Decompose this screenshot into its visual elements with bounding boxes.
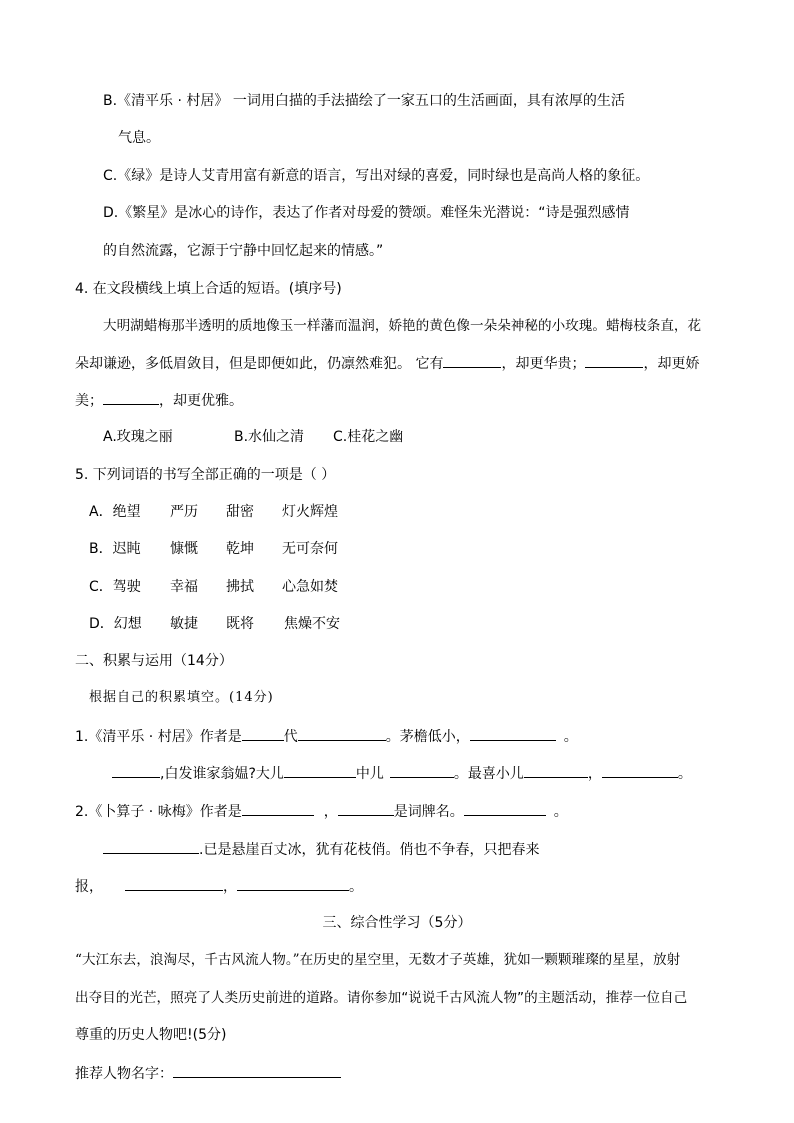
q4-text: ，却更优雅。 xyxy=(159,393,243,409)
q4-title: 4. 在文段横线上填上合适的短语。(填序号) xyxy=(75,281,342,297)
q5-row-a-word2: 严历 xyxy=(170,504,198,520)
q3-option-d-line2: 的自然流露，它源于宁静中回忆起来的情感。” xyxy=(103,243,384,259)
s2-text: 中儿 xyxy=(355,766,384,782)
answer-blank[interactable] xyxy=(125,876,223,891)
q5-row-b-word1: B．迟盹 xyxy=(89,541,141,557)
s2-text: 。最喜小儿 xyxy=(453,766,524,782)
q3-option-d-line1: D.《繁星》是冰心的诗作，表达了作者对母爱的赞颂。难怪朱光潜说：“诗是强烈感情 xyxy=(103,205,630,221)
q4-option-c: C.桂花之幽 xyxy=(333,429,404,445)
recommend-name-input[interactable] xyxy=(173,1063,341,1078)
s2-text: 。 xyxy=(553,804,568,820)
q5-row-d-word3: 既将 xyxy=(226,616,254,632)
q5-title: 5. 下列词语的书写全部正确的一项是（ ） xyxy=(75,467,336,483)
q5-row-d-word1: D．幻想 xyxy=(89,616,142,632)
s2-text: 2.《卜算子 · 咏梅》作者是 xyxy=(75,804,242,820)
section-2-title: 二、积累与运用（14分） xyxy=(75,653,233,669)
q4-text: 朵却谦逊，多低眉敛目，但是即便如此，仍凛然难犯。 它有 xyxy=(75,356,444,372)
q4-text: 美； xyxy=(75,393,103,409)
s2-q1-line2 xyxy=(112,763,692,784)
section-3-paragraph-line2: 出夺目的光芒，照亮了人类历史前进的道路。请你参加“说说千古风流人物”的主题活动，推荐一位自己 xyxy=(75,990,688,1006)
recommend-name-label: 推荐人物名字： xyxy=(75,1066,173,1082)
section-3-paragraph-line1: “大江东去，浪淘尽，千古风流人物。”在历史的星空里，无数才子英雄，犹如一颗颗璀璨的星星，放射 xyxy=(75,952,681,968)
section-3-paragraph-line3: 尊重的历史人物吧!(5分) xyxy=(75,1027,227,1043)
s2-text: 。 xyxy=(677,766,692,782)
q5-row-a-word3: 甜密 xyxy=(226,504,254,520)
s2-text: ， xyxy=(323,804,338,820)
s2-text: 报， xyxy=(75,879,103,895)
answer-blank[interactable] xyxy=(103,839,199,854)
q4-paragraph-line1: 大明湖蜡梅那半透明的质地像玉一样藩而温润，娇艳的黄色像一朵朵神秘的小玫瑰。蜡梅枝条直，花 xyxy=(103,318,702,334)
s2-q2-line2 xyxy=(103,839,539,860)
s2-q2-line1 xyxy=(75,801,568,822)
recommend-name-line xyxy=(75,1063,341,1084)
q4-text: ，却更华贵； xyxy=(501,356,586,372)
q5-row-d-word4: 焦燥不安 xyxy=(284,616,340,632)
answer-blank[interactable] xyxy=(470,726,556,741)
q3-option-b-line2: 气息。 xyxy=(118,130,160,146)
answer-blank[interactable] xyxy=(298,726,386,741)
answer-blank[interactable] xyxy=(585,353,643,368)
s2-text: ,白发谁家翁媪?大儿 xyxy=(160,766,284,782)
q5-row-c-word4: 心急如焚 xyxy=(282,579,338,595)
answer-blank[interactable] xyxy=(390,763,454,778)
q5-row-d-word2: 敏捷 xyxy=(170,616,198,632)
section-3-title: 三、综合性学习（5分） xyxy=(322,915,472,931)
q5-row-b-word4: 无可奈何 xyxy=(282,541,338,557)
answer-blank[interactable] xyxy=(242,801,314,816)
q5-row-c-word1: C．驾驶 xyxy=(89,579,141,595)
q5-row-c-word3: 拂拭 xyxy=(226,579,254,595)
s2-q1-line1 xyxy=(75,726,578,747)
s2-text: 。茅檐低小， xyxy=(385,729,470,745)
s2-text: 代 xyxy=(283,729,298,745)
s2-text: .已是悬崖百丈冰，犹有花枝俏。俏也不争春，只把春来 xyxy=(199,842,540,858)
answer-blank[interactable] xyxy=(284,763,356,778)
answer-blank[interactable] xyxy=(338,801,394,816)
s2-text: ， xyxy=(223,879,237,895)
answer-blank[interactable] xyxy=(524,763,588,778)
q5-row-a-word4: 灯火辉煌 xyxy=(282,504,338,520)
q5-row-b-word3: 乾坤 xyxy=(226,541,254,557)
s2-text: ， xyxy=(587,766,602,782)
answer-blank[interactable] xyxy=(443,353,501,368)
answer-blank[interactable] xyxy=(112,763,160,778)
answer-blank[interactable] xyxy=(602,763,678,778)
q4-option-a: A.玫瑰之丽 xyxy=(103,429,173,445)
s2-text: 1.《清平乐 · 村居》作者是 xyxy=(75,729,242,745)
s2-text: 。 xyxy=(349,879,363,895)
q4-paragraph-line3 xyxy=(75,390,243,411)
q4-paragraph-line2 xyxy=(75,353,699,374)
q4-text: ，却更娇 xyxy=(643,356,700,372)
q5-row-c-word2: 幸福 xyxy=(170,579,198,595)
q5-row-a-word1: A．绝望 xyxy=(89,504,141,520)
answer-blank[interactable] xyxy=(464,801,546,816)
s2-text: 是词牌名。 xyxy=(393,804,464,820)
s2-q2-line3 xyxy=(75,876,363,897)
q3-option-b-line1: B.《清平乐 · 村居》 一词用白描的手法描绘了一家五口的生活画面，具有浓厚的生活 xyxy=(103,93,625,109)
s2-text: 。 xyxy=(563,729,578,745)
answer-blank[interactable] xyxy=(237,876,349,891)
section-2-instruction: 根据自己的积累填空。(14分) xyxy=(89,690,274,705)
answer-blank[interactable] xyxy=(242,726,284,741)
q4-option-b: B.水仙之清 xyxy=(234,429,305,445)
q5-row-b-word2: 慷慨 xyxy=(170,541,198,557)
answer-blank[interactable] xyxy=(103,390,159,405)
q3-option-c: C.《绿》是诗人艾青用富有新意的语言，写出对绿的喜爱，同时绿也是高尚人格的象征。 xyxy=(103,168,650,184)
